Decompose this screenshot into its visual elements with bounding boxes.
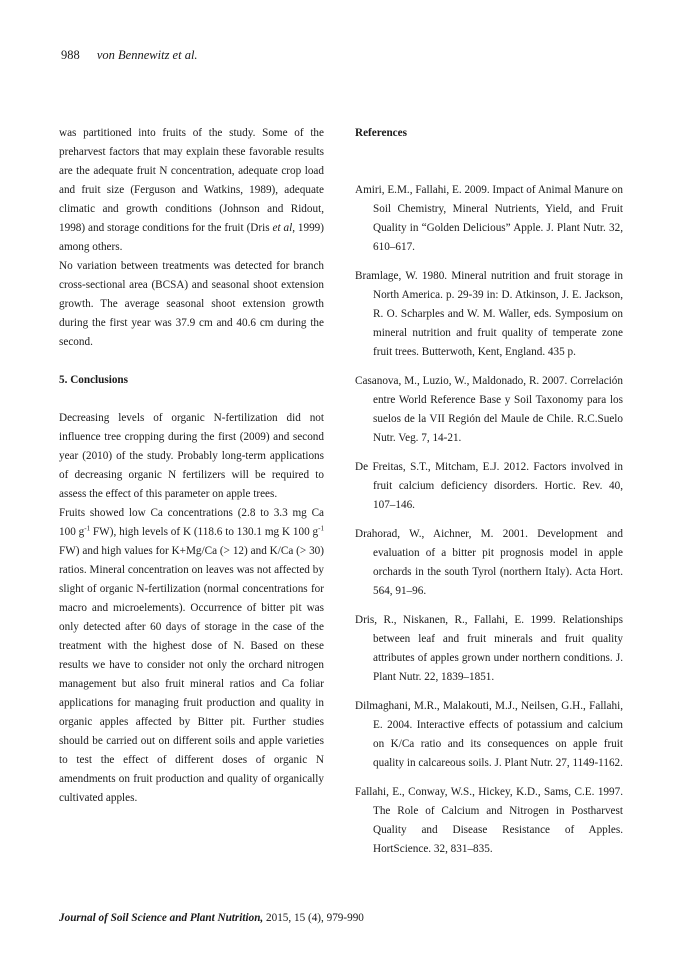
- superscript: -1: [84, 524, 91, 533]
- reference-item: Fallahi, E., Conway, W.S., Hickey, K.D., Sams, C.E. 1997. The Role of Calcium and Nitrogen in Postharvest Quality and Disease Resistance of Apples. HortScience. 32, 831–835.: [355, 786, 623, 855]
- reference-item: De Freitas, S.T., Mitcham, E.J. 2012. Factors involved in fruit calcium deficiency disorders. Hortic. Rev. 40, 107–146.: [355, 461, 623, 511]
- right-column: [355, 124, 623, 869]
- references-title: References: [355, 127, 407, 139]
- text: was partitioned into fruits of the study. Some of the preharvest factors that may explain these favorable results are the adequate fruit N concentration, adequate crop load and fruit size (Ferguson and Watkins, 1989), adequate climatic and growth conditions (Johnson and Ridout, 1998) and storage conditions for the fruit (Dris: [59, 127, 324, 234]
- page-number: 988: [61, 48, 80, 62]
- citation: 2015, 15 (4), 979-990: [263, 912, 364, 924]
- left-column: [59, 124, 324, 808]
- reference-item: Casanova, M., Luzio, W., Maldonado, R. 2007. Correlación entre World Reference Base y Soil Taxonomy para los suelos de la VII Región del Maule de Chile. R.C.Suelo Nutr. Veg. 7, 14-21.: [355, 375, 623, 444]
- reference-item: Dilmaghani, M.R., Malakouti, M.J., Neilsen, G.H., Fallahi, E. 2004. Interactive effects of potassium and calcium on K/Ca ratio and its consequences on apple fruit quality in calcareous soils. J. Plant Nutr. 27, 1149-1162.: [355, 700, 623, 769]
- reference-item: Amiri, E.M., Fallahi, E. 2009. Impact of Animal Manure on Soil Chemistry, Mineral Nutrients, Yield, and Fruit Quality in “Golden Delicious” Apple. J. Plant Nutr. 32, 610–617.: [355, 184, 623, 253]
- text: , 1999) among others.: [59, 222, 325, 253]
- paragraph-fruit-quality: [59, 124, 324, 257]
- et-al: et al: [272, 222, 293, 234]
- text: FW) and high values for K+Mg/Ca (> 12) and K/Ca (> 30) ratios. Mineral concentration on leaves was not affected by slight of organic N-fertilization (normal concentrations for macro and microelements). Occurrence of bitter pit was only detected after 60 days of storage in the case of the treatment with the highest dose of N. Based on these results we have to consider not only the orchard nitrogen management but also fruit mineral ratios and Ca foliar applications for managing fruit production and quality in organic apples affected by Bitter pit. Further studies should be carried out on different soils and apple varieties to test the effect of different doses of organic N amendments on fruit production and quality of organically cultivated apples.: [59, 545, 324, 804]
- reference-item: Bramlage, W. 1980. Mineral nutrition and fruit storage in North America. p. 29-39 in: D. Atkinson, J. E. Jackson, R. O. Scharples and W. M. Waller, eds. Symposium on mineral nutrition and fruit quality of temperate zone fruit trees. Butterwoth, Kent, England. 435 p.: [355, 270, 623, 358]
- reference-item: Drahorad, W., Aichner, M. 2001. Development and evaluation of a bitter pit prognosis model in apple orchards in the south Tyrol (northern Italy). Acta Hort. 564, 91–96.: [355, 528, 623, 597]
- running-authors: von Bennewitz et al.: [96, 48, 198, 62]
- journal-name: Journal of Soil Science and Plant Nutrition,: [59, 912, 264, 924]
- text: Fruits showed low Ca concentrations (2.8 to 3.3 mg Ca 100 g: [59, 507, 324, 538]
- running-header: [61, 48, 198, 63]
- paragraph-conclusion-1: Decreasing levels of organic N-fertilization did not influence tree cropping during the first (2009) and second year (2010) of the study. Probably long-term applications of decreasing organic N fertilizers will be required to assess the effect of this parameter on apple trees.: [59, 412, 324, 500]
- text: FW), high levels of K (118.6 to 130.1 mg K 100 g: [90, 526, 319, 538]
- superscript: -1: [318, 524, 324, 533]
- paragraph-bcsa: No variation between treatments was detected for branch cross-sectional area (BCSA) and seasonal shoot extension growth. The average seasonal shoot extension growth during the first year was 37.9 cm and 40.6 cm during the second.: [59, 260, 324, 348]
- section-title-conclusions: 5. Conclusions: [59, 374, 129, 386]
- footer: [59, 912, 364, 924]
- reference-item: Dris, R., Niskanen, R., Fallahi, E. 1999. Relationships between leaf and fruit minerals and fruit quality attributes of apples grown under northern conditions. J. Plant Nutr. 22, 1839–1851.: [355, 614, 623, 683]
- paragraph-conclusion-2: [59, 504, 324, 808]
